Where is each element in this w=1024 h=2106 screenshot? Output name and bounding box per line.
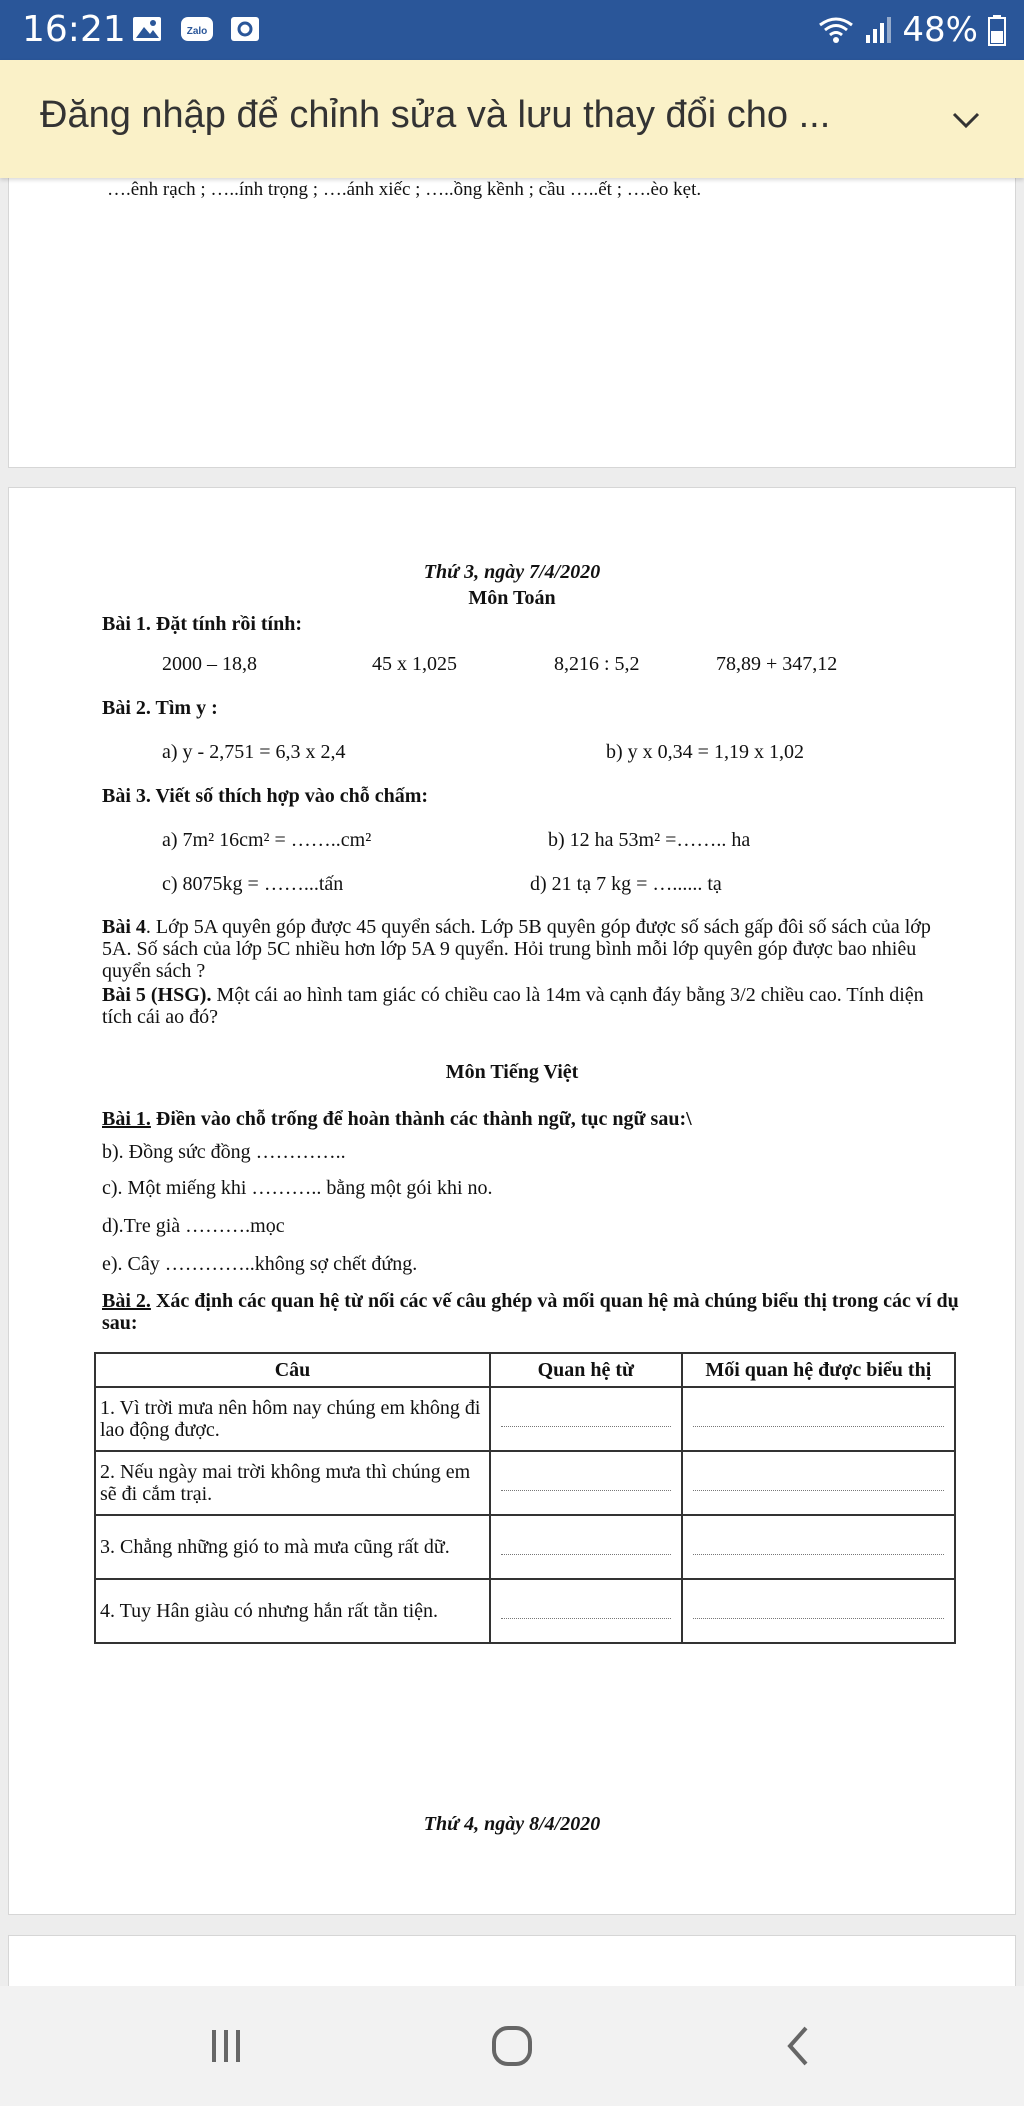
table-cell-sentence: 1. Vì trời mưa nên hôm nay chúng em không đi lao động được. xyxy=(95,1387,490,1451)
date-heading: Thứ 3, ngày 7/4/2020 xyxy=(423,561,601,583)
status-right xyxy=(818,8,1006,52)
viet-ex1-item-c: c). Một miếng khi ……….. bằng một gói khi no. xyxy=(102,1177,493,1199)
table-cell-blank xyxy=(682,1451,955,1515)
math-ex1-op-3: 8,216 : 5,2 xyxy=(554,653,640,675)
viet-ex1-title xyxy=(102,1108,962,1130)
banner-message: Đăng nhập để chỉnh sửa và lưu thay đổi cho ... xyxy=(40,94,831,136)
table-cell-blank xyxy=(682,1515,955,1579)
viet-ex1-text: Điền vào chỗ trống để hoàn thành các thành ngữ, tục ngữ sau:\ xyxy=(150,1108,692,1130)
math-ex1-title: Bài 1. Đặt tính rồi tính: xyxy=(102,613,303,635)
dotted-line xyxy=(693,1426,944,1427)
math-ex1-op-4: 78,89 + 347,12 xyxy=(716,653,838,675)
math-ex3-c: c) 8075kg = ……...tấn xyxy=(162,873,344,895)
dotted-line xyxy=(693,1618,944,1619)
dotted-line xyxy=(693,1490,944,1491)
dotted-line xyxy=(501,1618,671,1619)
dotted-line xyxy=(501,1490,671,1491)
table-cell-blank xyxy=(490,1515,682,1579)
back-button[interactable] xyxy=(768,2016,828,2076)
table-header: Quan hệ từ xyxy=(490,1353,682,1387)
viet-ex2-text: Xác định các quan hệ từ nối các vế câu ghép và mối quan hệ mà chúng biểu thị trong các ví dụ sau: xyxy=(102,1290,959,1334)
table-cell-blank xyxy=(682,1579,955,1643)
sign-in-banner[interactable] xyxy=(0,60,1024,178)
math-ex1-op-1: 2000 – 18,8 xyxy=(162,653,257,675)
viet-ex1-item-d: d).Tre già ……….mọc xyxy=(102,1215,285,1237)
notification-icon xyxy=(230,15,260,43)
page1-text-line: ….ênh rạch ; …..ính trọng ; ….ánh xiếc ; …..ồng kềnh ; cầu …..ết ; ….èo kẹt. xyxy=(107,179,702,200)
math-ex1-op-2: 45 x 1,025 xyxy=(372,653,457,675)
math-ex2-b: b) y x 0,34 = 1,19 x 1,02 xyxy=(606,741,804,763)
wifi-icon xyxy=(818,15,854,45)
clock: 16:21 xyxy=(22,9,126,50)
gallery-icon xyxy=(132,15,162,43)
table-cell-sentence: 2. Nếu ngày mai trời không mưa thì chúng em sẽ đi cắm trại. xyxy=(95,1451,490,1515)
math-ex2-a: a) y - 2,751 = 6,3 x 2,4 xyxy=(162,741,346,763)
math-ex4-text: . Lớp 5A quyên góp được 45 quyển sách. Lớp 5B quyên góp được số sách gấp đôi số sách của lớp 5A. Số sách của lớp 5C nhiều hơn lớp 5A 9 quyển. Hỏi trung bình mỗi lớp quyên góp được bao nhiêu quyển sách ? xyxy=(102,916,931,982)
relation-table xyxy=(94,1352,956,1644)
table-cell-blank xyxy=(682,1387,955,1451)
math-title: Môn Toán xyxy=(468,587,556,609)
signal-icon xyxy=(864,15,892,45)
math-ex4-label: Bài 4 xyxy=(102,916,146,938)
math-ex3-d: d) 21 tạ 7 kg = …...... tạ xyxy=(530,873,722,895)
table-row xyxy=(95,1451,955,1515)
math-ex5-label: Bài 5 (HSG). xyxy=(102,984,212,1006)
math-ex3-b: b) 12 ha 53m² =…….. ha xyxy=(548,829,751,851)
math-ex3-title: Bài 3. Viết số thích hợp vào chỗ chấm: xyxy=(102,785,429,807)
table-row xyxy=(95,1387,955,1451)
battery-icon xyxy=(988,14,1006,46)
dotted-line xyxy=(693,1554,944,1555)
math-ex3-a: a) 7m² 16cm² = ……..cm² xyxy=(162,829,372,851)
dotted-line xyxy=(501,1554,671,1555)
next-date-heading: Thứ 4, ngày 8/4/2020 xyxy=(423,1813,601,1835)
battery-percent: 48% xyxy=(902,10,978,50)
home-button[interactable] xyxy=(480,2016,544,2076)
document-page-1 xyxy=(8,160,1016,468)
chevron-down-icon[interactable] xyxy=(946,100,986,140)
navigation-bar xyxy=(0,1986,1024,2106)
viet-ex1-label: Bài 1. xyxy=(102,1108,151,1130)
table-cell-blank xyxy=(490,1579,682,1643)
table-row xyxy=(95,1579,955,1643)
dotted-line xyxy=(501,1426,671,1427)
table-header: Câu xyxy=(95,1353,490,1387)
math-ex2-title: Bài 2. Tìm y : xyxy=(102,697,218,719)
status-bar xyxy=(0,0,1024,60)
viet-ex2-label: Bài 2. xyxy=(102,1290,151,1312)
viet-ex1-item-b: b). Đồng sức đồng ………….. xyxy=(102,1141,346,1163)
table-cell-sentence: 4. Tuy Hân giàu có nhưng hắn rất tằn tiện. xyxy=(95,1579,490,1643)
table-header-row xyxy=(95,1353,955,1387)
math-ex5-text: Một cái ao hình tam giác có chiều cao là 14m và cạnh đáy bằng 3/2 chiều cao. Tính diện tích cái ao đó? xyxy=(102,984,924,1028)
viet-title: Môn Tiếng Việt xyxy=(445,1061,579,1083)
zalo-icon-label: Zalo xyxy=(186,26,208,37)
table-header: Mối quan hệ được biểu thị xyxy=(682,1353,955,1387)
zalo-icon xyxy=(180,15,214,43)
table-row xyxy=(95,1515,955,1579)
table-cell-blank xyxy=(490,1387,682,1451)
math-ex4 xyxy=(102,916,942,982)
math-ex5 xyxy=(102,984,942,1028)
viet-ex1-item-e: e). Cây …………..không sợ chết đứng. xyxy=(102,1253,418,1275)
recent-apps-button[interactable] xyxy=(196,2016,256,2076)
table-cell-blank xyxy=(490,1451,682,1515)
table-cell-sentence: 3. Chẳng những gió to mà mưa cũng rất dữ. xyxy=(95,1515,490,1579)
viet-ex2-title xyxy=(102,1290,962,1334)
